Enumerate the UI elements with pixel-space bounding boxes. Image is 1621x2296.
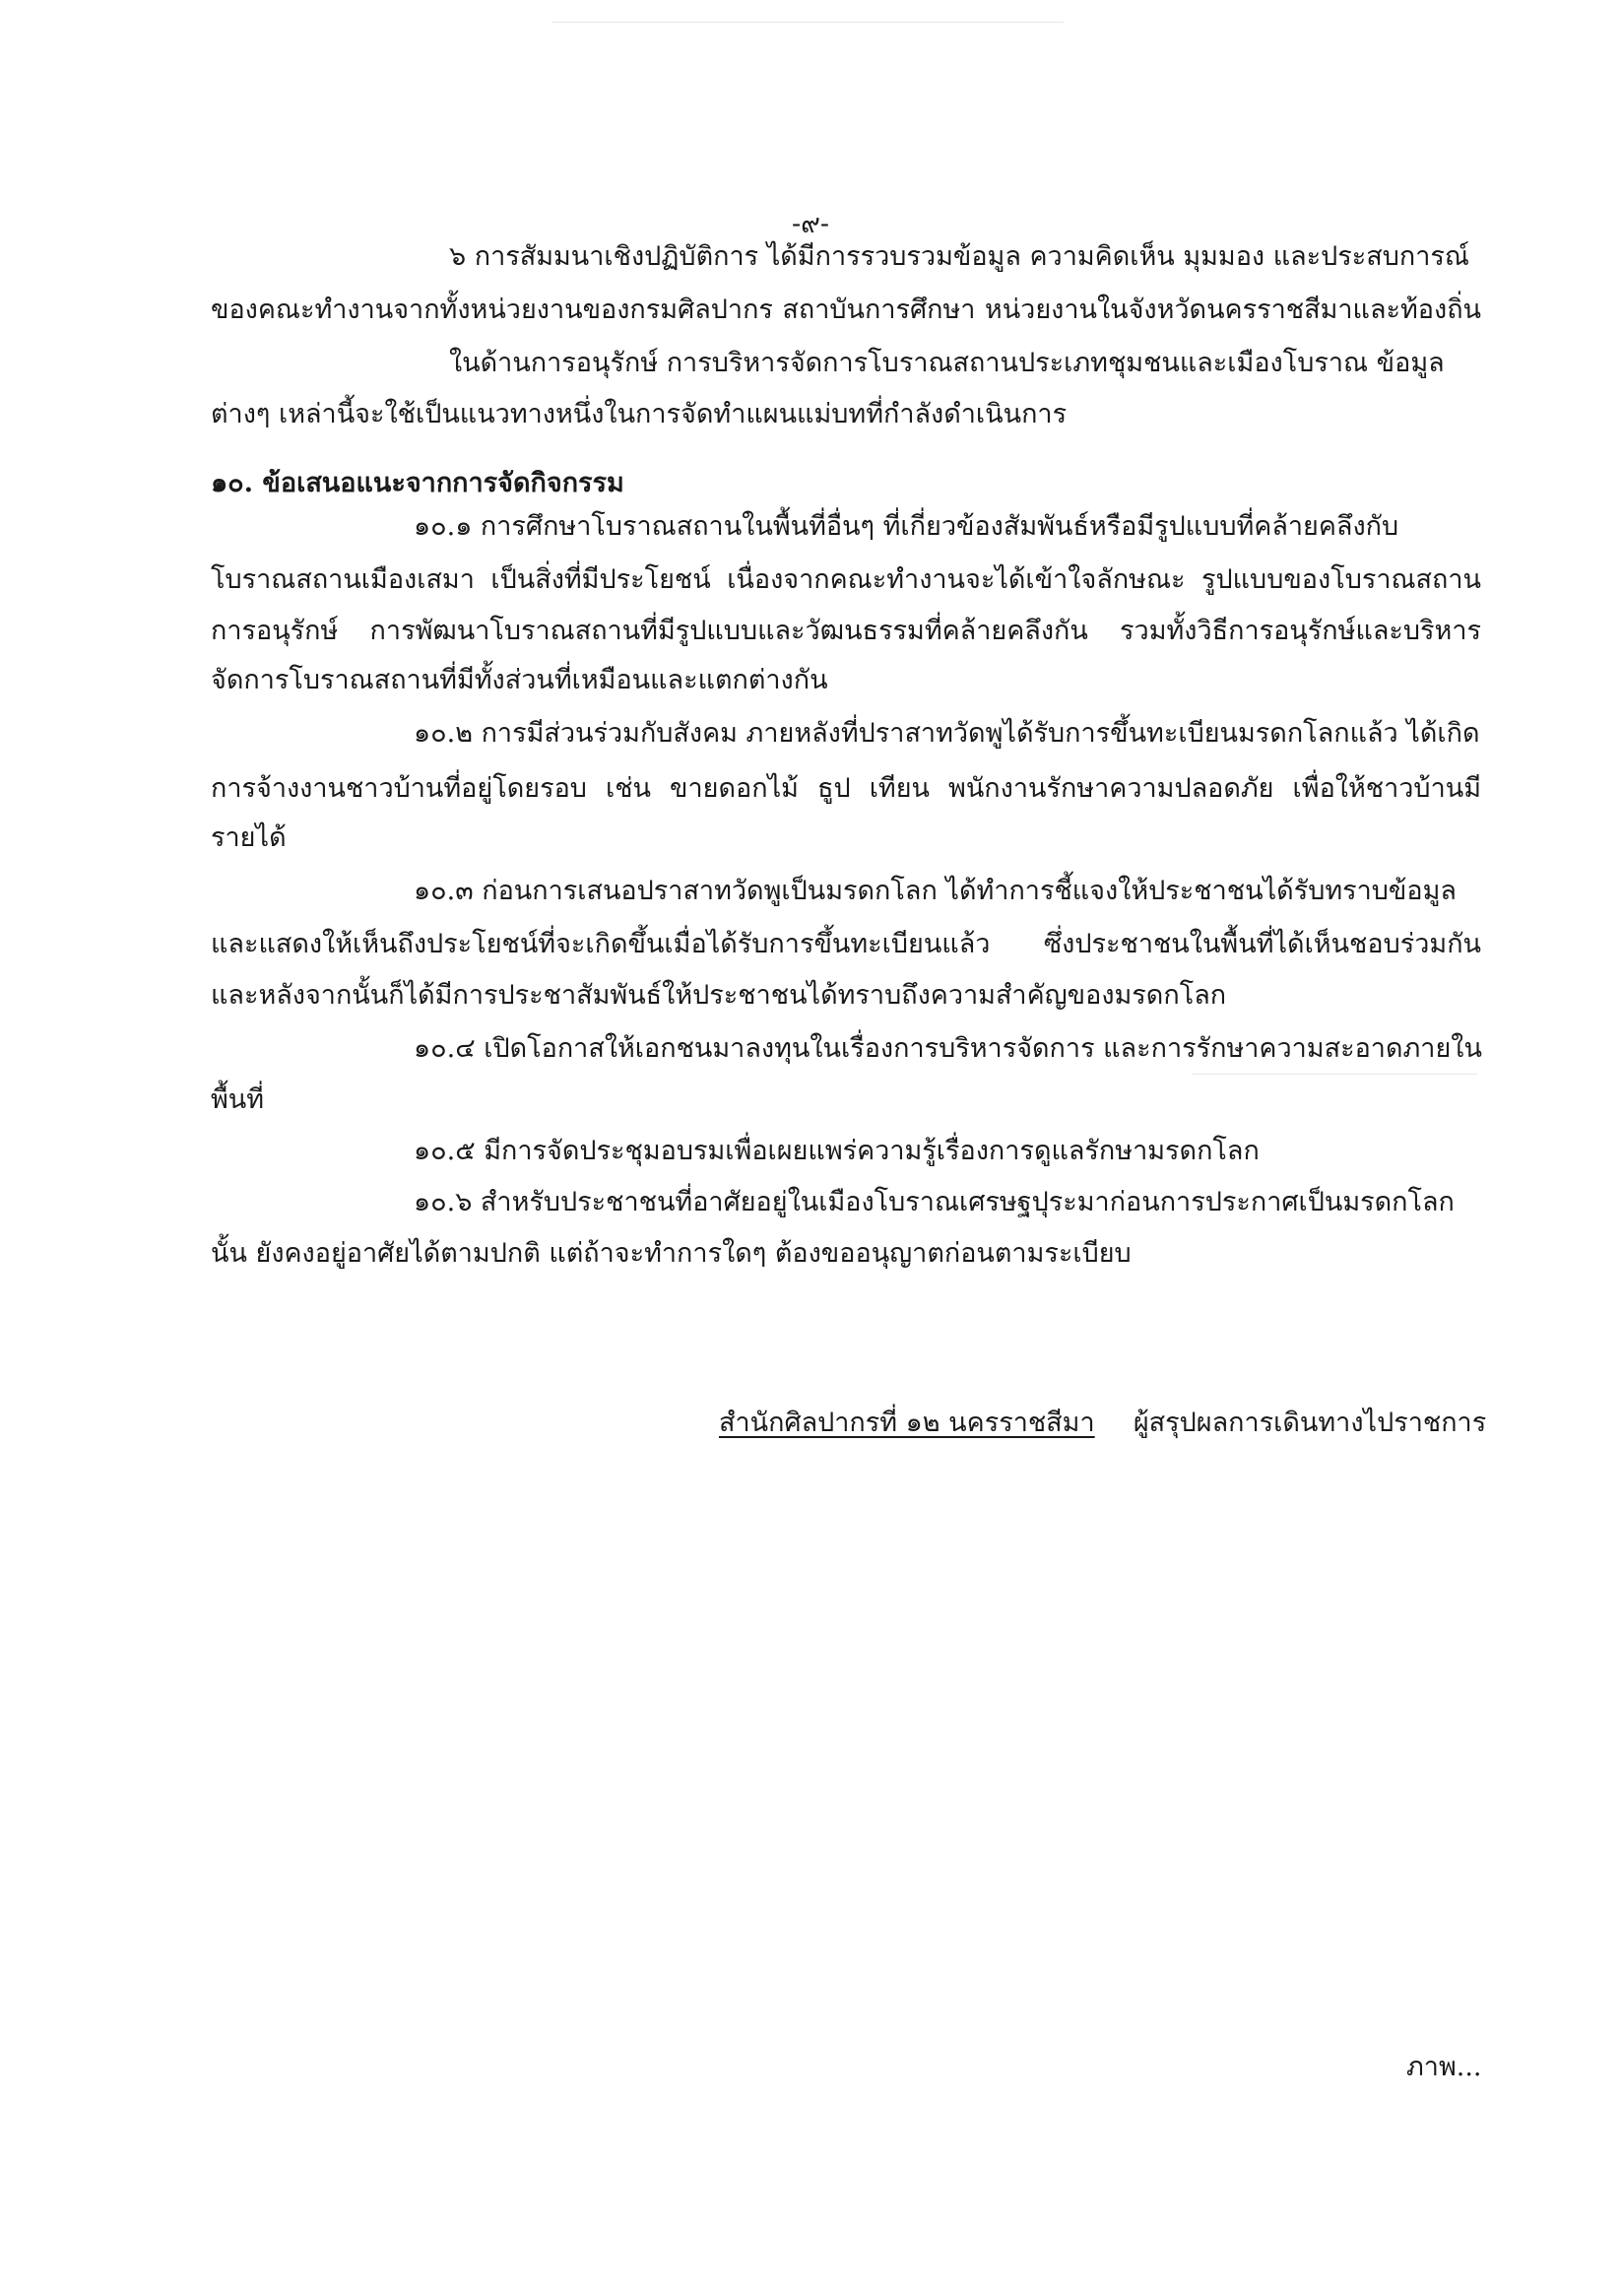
list-item-line: ๑๐.๕ มีการจัดประชุมอบรมเพื่อเผยแพร่ความรู้เรื่องการดูแลรักษามรดกโลก [414,1136,1260,1166]
list-item-line: ๑๐.๑ การศึกษาโบราณสถานในพื้นที่อื่นๆ ที่เกี่ยวข้องสัมพันธ์หรือมีรูปแบบที่คล้ายคลึงกับ [414,511,1399,542]
paragraph-line: ของคณะทำงานจากทั้งหน่วยงานของกรมศิลปากร สถาบันการศึกษา หน่วยงานในจังหวัดนครราชสีมาและท้องถิ่น [211,295,1481,325]
list-item-line: และแสดงให้เห็นถึงประโยชน์ที่จะเกิดขึ้นเมื่อได้รับการขึ้นทะเบียนแล้ว ซึ่งประชาชนในพื้นที่ได้เห็นชอบร่วมกัน [211,929,1481,959]
section-heading: ๑๐. ข้อเสนอแนะจากการจัดกิจกรรม [211,468,624,498]
list-item-line: ๑๐.๓ ก่อนการเสนอปราสาทวัดพูเป็นมรดกโลก ได้ทำการชี้แจงให้ประชาชนได้รับทราบข้อมูล [414,876,1457,906]
list-item-line: จัดการโบราณสถานที่มีทั้งส่วนที่เหมือนและแตกต่างกัน [211,665,828,695]
paragraph-line: ๖ การสัมมนาเชิงปฏิบัติการ ได้มีการรวบรวมข้อมูล ความคิดเห็น มุมมอง และประสบการณ์ [449,241,1469,272]
list-item-line: การจ้างงานชาวบ้านที่อยู่โดยรอบ เช่น ขายดอกไม้ ธูป เทียน พนักงานรักษาความปลอดภัย เพื่อให้ชาวบ้านมี [211,773,1481,804]
scan-artifact-line [1192,1074,1477,1075]
scan-artifact-line [551,22,1064,23]
list-item-line: ๑๐.๖ สำหรับประชาชนที่อาศัยอยู่ในเมืองโบราณเศรษฐปุระมาก่อนการประกาศเป็นมรดกโลก [414,1187,1455,1217]
signature-role: ผู้สรุปผลการเดินทางไปราชการ [1133,1408,1487,1438]
paragraph-line: ต่างๆ เหล่านี้จะใช้เป็นแนวทางหนึ่งในการจัดทำแผนแม่บทที่กำลังดำเนินการ [211,399,1068,429]
list-item-line: และหลังจากนั้นก็ได้มีการประชาสัมพันธ์ให้ประชาชนได้ทราบถึงความสำคัญของมรดกโลก [211,980,1227,1011]
paragraph-line: ในด้านการอนุรักษ์ การบริหารจัดการโบราณสถานประเภทชุมชนและเมืองโบราณ ข้อมูล [449,348,1445,378]
list-item-line: รายได้ [211,822,287,853]
list-item-line: การอนุรักษ์ การพัฒนาโบราณสถานที่มีรูปแบบและวัฒนธรรมที่คล้ายคลึงกัน รวมทั้งวิธีการอนุรักษ์และบริหาร [211,616,1481,646]
page-number: -๙- [791,209,830,239]
signature-block [719,1407,1486,1440]
list-item-line: ๑๐.๔ เปิดโอกาสให้เอกชนมาลงทุนในเรื่องการบริหารจัดการ และการรักษาความสะอาดภายใน [414,1033,1482,1064]
continuation-marker: ภาพ... [1406,2052,1482,2082]
list-item-line: พื้นที่ [211,1084,265,1115]
signature-office: สำนักศิลปากรที่ ๑๒ นครราชสีมา [719,1408,1095,1438]
list-item-line: ๑๐.๒ การมีส่วนร่วมกับสังคม ภายหลังที่ปราสาทวัดพูได้รับการขึ้นทะเบียนมรดกโลกแล้ว ได้เกิด [414,718,1480,749]
list-item-line: นั้น ยังคงอยู่อาศัยได้ตามปกติ แต่ถ้าจะทำการใดๆ ต้องขออนุญาตก่อนตามระเบียบ [211,1238,1132,1269]
list-item-line: โบราณสถานเมืองเสมา เป็นสิ่งที่มีประโยชน์ เนื่องจากคณะทำงานจะได้เข้าใจลักษณะ รูปแบบของโบราณสถาน [211,564,1481,595]
